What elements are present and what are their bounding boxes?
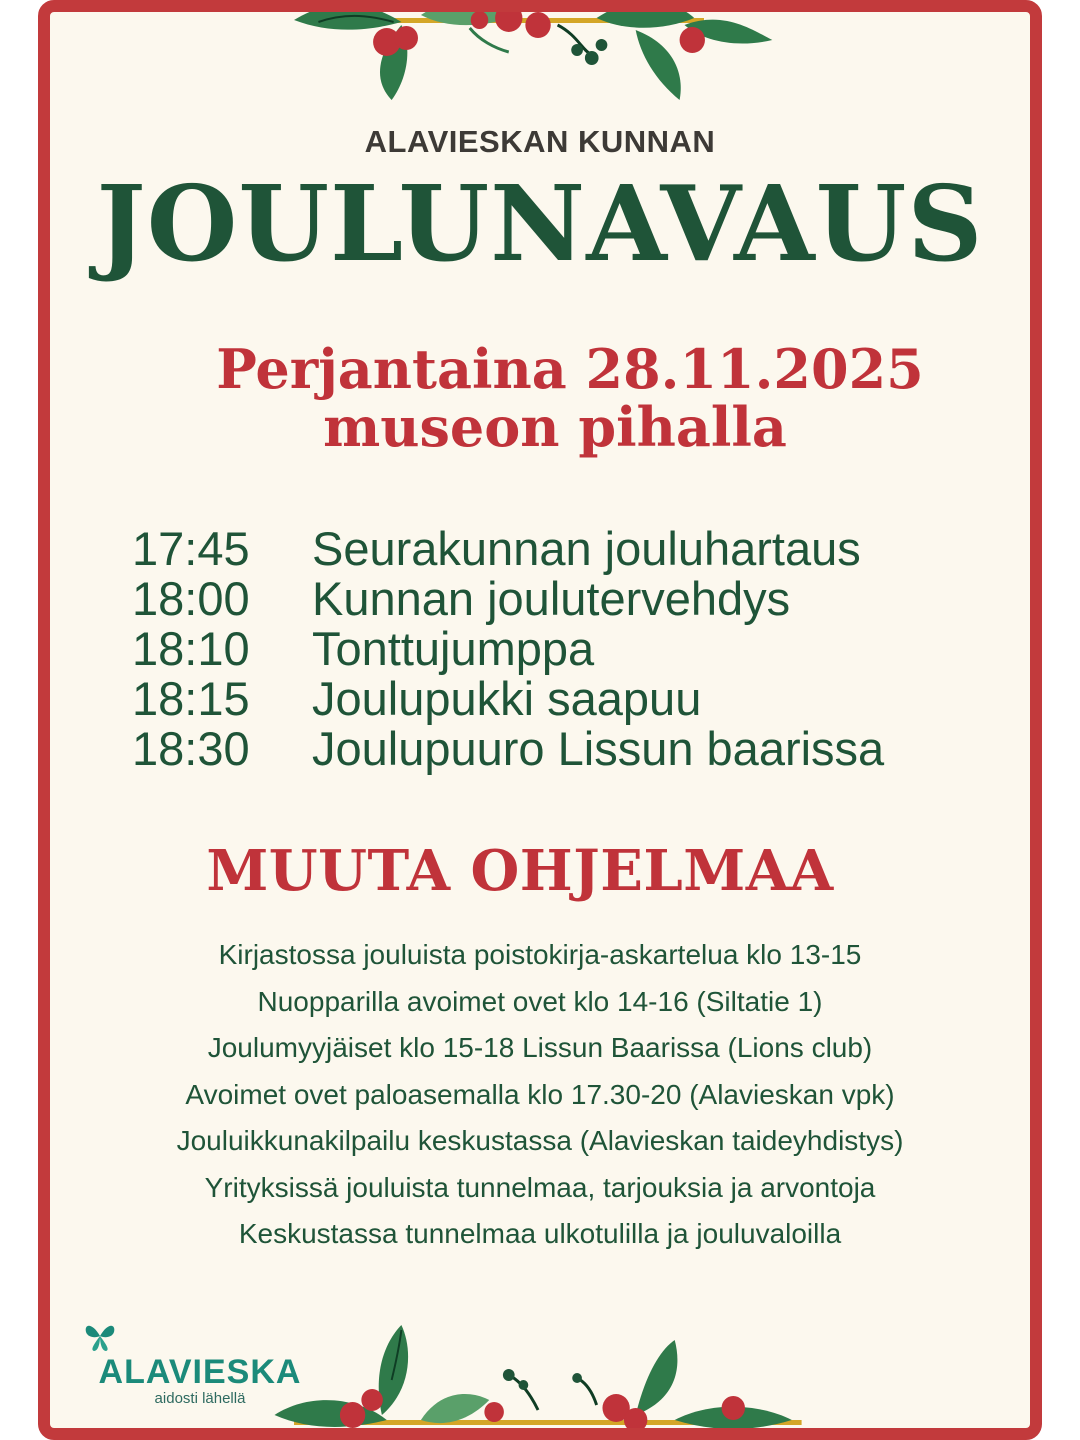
- schedule-time: 18:10: [132, 622, 250, 675]
- holly-garland-top: [50, 0, 1030, 110]
- poster: [38, 0, 1042, 1440]
- schedule-row: [132, 574, 884, 624]
- list-item: Joulumyyjäiset klo 15-18 Lissun Baarissa (Lions club): [207, 1032, 873, 1063]
- schedule-activity: Seurakunnan jouluhartaus: [312, 522, 861, 575]
- other-program-list: [50, 932, 1030, 1258]
- schedule-time: 18:30: [132, 722, 250, 775]
- event-date: Perjantaina 28.11.2025: [216, 337, 924, 401]
- list-item: Kirjastossa jouluista poistokirja-askartelua klo 13-15: [218, 939, 862, 970]
- schedule-row: [132, 674, 884, 724]
- event-location: museon pihalla: [323, 395, 787, 459]
- list-item: Jouluikkunakilpailu keskustassa (Alavieskan taideyhdistys): [176, 1125, 904, 1156]
- logo-name: ALAVIESKA: [98, 1353, 302, 1391]
- schedule-activity: Tonttujumppa: [312, 622, 595, 675]
- holly-garland-bottom: [50, 1320, 1030, 1440]
- schedule-row: [132, 524, 884, 574]
- list-item: Nuopparilla avoimet ovet klo 14-16 (Siltatie 1): [257, 985, 823, 1017]
- schedule-activity: Joulupuuro Lissun baarissa: [312, 722, 885, 775]
- event-date-location: [50, 337, 1030, 459]
- list-item: Avoimet ovet paloasemalla klo 17.30-20 (Alavieskan vpk): [185, 1078, 895, 1110]
- logo-tagline: aidosti lähellä: [154, 1390, 246, 1407]
- schedule-time: 18:00: [132, 572, 250, 625]
- schedule-row: [132, 624, 884, 674]
- schedule: [132, 524, 884, 774]
- schedule-time: 17:45: [132, 522, 250, 575]
- schedule-row: [132, 724, 884, 774]
- schedule-activity: Joulupukki saapuu: [312, 672, 702, 725]
- schedule-activity: Kunnan joulutervehdys: [312, 572, 791, 625]
- list-item: Yrityksissä jouluista tunnelmaa, tarjouksia ja arvontoja: [204, 1171, 876, 1203]
- schedule-time: 18:15: [132, 672, 250, 725]
- list-item: Keskustassa tunnelmaa ulkotulilla ja jouluvaloilla: [238, 1218, 842, 1249]
- subtitle: ALAVIESKAN KUNNAN: [364, 124, 716, 159]
- section-title-other-program: MUUTA OHJELMAA: [206, 838, 834, 904]
- page-title: JOULUNAVAUS: [96, 162, 984, 285]
